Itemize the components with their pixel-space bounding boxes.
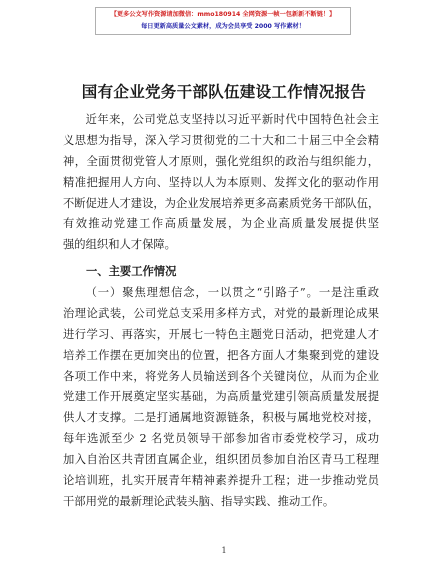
section-line: 各项工作中来，将党务人员输送到各个关键岗位，从而为企业 — [63, 369, 379, 383]
section-heading: 一、主要工作情况 — [86, 265, 177, 278]
section-line: 每年选派至少 2 名党员领导干部参加省市委党校学习，成功 — [63, 432, 379, 446]
intro-line: 不断促进人才建设，为企业发展培养更多高素质党务干部队伍， — [63, 196, 380, 210]
section-line: 论培训班，扎实开展青年精神素养提升工程；进一步推动党员 — [63, 474, 379, 488]
intro-line: 强的组织和人才保障。 — [63, 238, 176, 252]
section-line: 加入自治区共青团直属企业，组织团员参加自治区青马工程理 — [63, 453, 379, 467]
section-line: 培养工作摆在更加突出的位置，把各方面人才集聚到党的建设 — [63, 348, 379, 362]
section-line: 党建工作开展奠定坚实基础，为高质量党建引领高质量发展提 — [63, 390, 379, 404]
document-title: 国有企业党务干部队伍建设工作情况报告 — [81, 83, 367, 101]
intro-line: 有效推动党建工作高质量发展，为企业高质量发展提供坚 — [63, 217, 379, 231]
intro-line: 神，全面贯彻党管人才原则，强化党组织的政治与组织能力， — [63, 154, 379, 168]
section-paragraph — [63, 283, 379, 513]
section-line: 治理论武装，公司党总支采用多样方式，对党的最新理论成果 — [63, 306, 379, 320]
intro-line: 精准把握用人方向、坚持以人为本原则、发挥文化的驱动作用 — [63, 175, 379, 189]
promo-line-2: 每日更新高质量公文素材，成为会员享受 2000 写作素材！ — [141, 23, 305, 30]
intro-line: 近年来，公司党总支坚持以习近平新时代中国特色社会主 — [85, 113, 379, 126]
intro-paragraph — [63, 110, 379, 256]
section-line: （一）聚焦理想信念，一以贯之“引路子”。一是注重政 — [85, 286, 379, 299]
section-line: 供人才支撑。二是打通属地资源链条，积极与属地党校对接， — [63, 411, 379, 425]
intro-line: 义思想为指导，深入学习贯彻党的二十大和二十届三中全会精 — [63, 133, 379, 147]
promo-banner — [95, 7, 351, 35]
promo-line-1: 【更多公文写作资源请加微信：mmo180914 全网资源一帧一包新新不断链！】 — [110, 11, 336, 18]
section-line: 干部用党的最新理论武装头脑、指导实践、推动工作。 — [63, 494, 335, 508]
section-line: 进行学习、再落实，开展七一特色主题党日活动，把党建人才 — [63, 327, 379, 341]
page-number: 1 — [221, 546, 227, 555]
